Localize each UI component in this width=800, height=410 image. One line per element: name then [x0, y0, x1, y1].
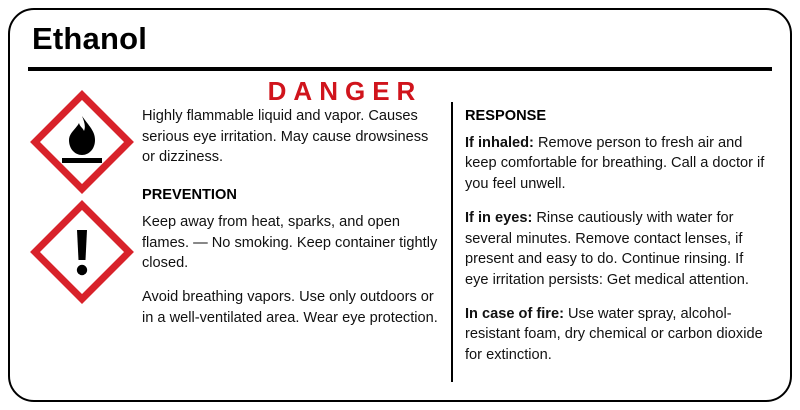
response-text-fire: Use water spray, alcohol-resistant foam, dry chemical or carbon dioxide for extinction. [465, 305, 763, 364]
response-lead-eyes: If in eyes: [465, 209, 533, 226]
hazard-statement: Highly flammable liquid and vapor. Causes serious eye irritation. May cause drowsiness or dizziness. [142, 108, 429, 166]
prevention-heading: PREVENTION [142, 187, 237, 204]
prevention-statement-1: Keep away from heat, sparks, and open flames. — No smoking. Keep container tightly closed. [142, 213, 438, 272]
flame-pictogram [30, 90, 134, 194]
pictogram-column [30, 90, 140, 310]
response-heading: RESPONSE [465, 108, 547, 124]
exclamation-mark-pictogram [30, 200, 134, 304]
response-text-eyes: Rinse cautiously with water for several minutes. Remove contact lenses, if present and easy to do. Continue rinsing. If eye irritation persists: Get medical attention. [465, 209, 749, 289]
response-statement-fire [465, 304, 765, 366]
response-text-inhaled: Remove person to fresh air and keep comfortable for breathing. Call a doctor if you feel unwell. [465, 134, 765, 193]
left-text-column [142, 106, 444, 328]
response-lead-inhaled: If inhaled: [465, 134, 534, 151]
ghs-label-card [8, 8, 792, 402]
right-text-column [465, 106, 765, 366]
chemical-name-title: Ethanol [32, 21, 148, 56]
signal-word: DANGER [267, 76, 423, 106]
header-divider-rule [28, 67, 772, 71]
column-divider [451, 102, 453, 382]
response-lead-fire: In case of fire: [465, 305, 564, 322]
prevention-statement-2: Avoid breathing vapors. Use only outdoors or in a well-ventilated area. Wear eye protection. [142, 289, 438, 326]
label-header [10, 10, 790, 68]
response-statement-inhaled [465, 133, 765, 195]
response-statement-eyes [465, 208, 765, 291]
